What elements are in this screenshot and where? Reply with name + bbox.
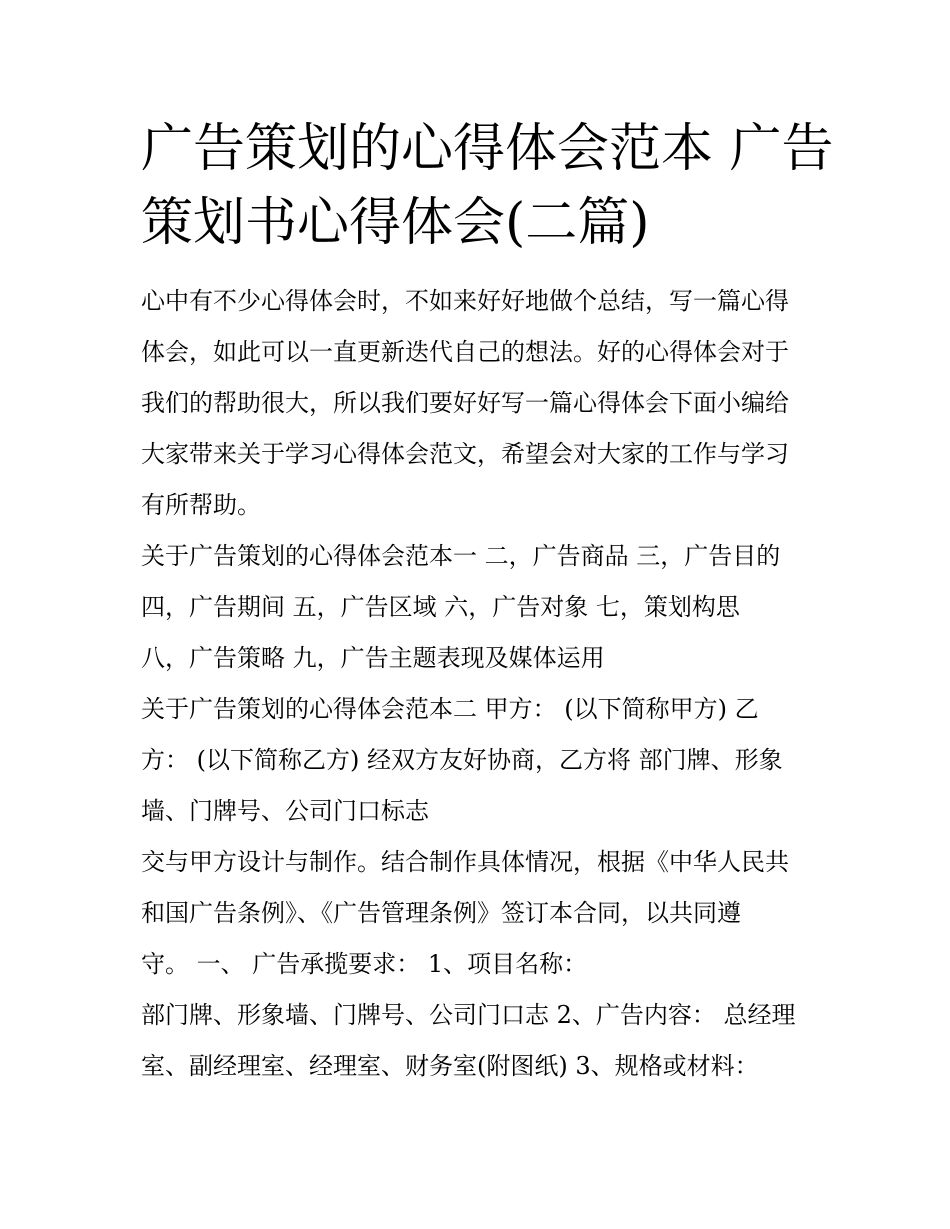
text-line: 和国广告条例》、《广告管理条例》签订本合同，以共同遵	[141, 899, 741, 927]
text-line: 心中有不少心得体会时，不如来好好地做个总结，写一篇心得	[141, 287, 789, 315]
text-line: 方： (以下简称乙方) 经双方友好协商，乙方将 部门牌、形象	[141, 746, 783, 774]
text-line: 有所帮助。	[141, 491, 261, 519]
title-line-1: 广告策划的心得体会范本 广告	[141, 119, 834, 179]
sample-one-paragraph	[141, 531, 821, 684]
sample-two-paragraph	[141, 684, 821, 837]
contract-paragraph	[141, 837, 821, 990]
text-line: 守。 一、 广告承揽要求： 1、项目名称：	[141, 950, 588, 978]
text-line: 大家带来关于学习心得体会范文，希望会对大家的工作与学习	[141, 440, 789, 468]
text-line: 部门牌、形象墙、门牌号、公司门口志 2、广告内容： 总经理	[141, 1001, 796, 1029]
text-line: 交与甲方设计与制作。结合制作具体情况，根据《中华人民共	[141, 848, 789, 876]
title-line-2: 策划书心得体会(二篇)	[141, 193, 650, 253]
content-paragraph	[141, 990, 821, 1092]
text-line: 关于广告策划的心得体会范本一 二，广告商品 三，广告目的	[141, 542, 781, 570]
text-line: 八，广告策略 九，广告主题表现及媒体运用	[141, 644, 605, 672]
text-line: 墙、门牌号、公司门口标志	[141, 797, 429, 825]
intro-paragraph	[141, 276, 821, 531]
text-line: 室、副经理室、经理室、财务室(附图纸) 3、规格或材料：	[141, 1052, 759, 1080]
text-line: 我们的帮助很大，所以我们要好好写一篇心得体会下面小编给	[141, 389, 789, 417]
document-body	[141, 276, 821, 1092]
text-line: 关于广告策划的心得体会范本二 甲方： (以下简称甲方) 乙	[141, 695, 759, 723]
text-line: 四，广告期间 五，广告区域 六，广告对象 七，策划构思	[141, 593, 740, 621]
document-title	[141, 112, 834, 260]
text-line: 体会，如此可以一直更新迭代自己的想法。好的心得体会对于	[141, 338, 789, 366]
